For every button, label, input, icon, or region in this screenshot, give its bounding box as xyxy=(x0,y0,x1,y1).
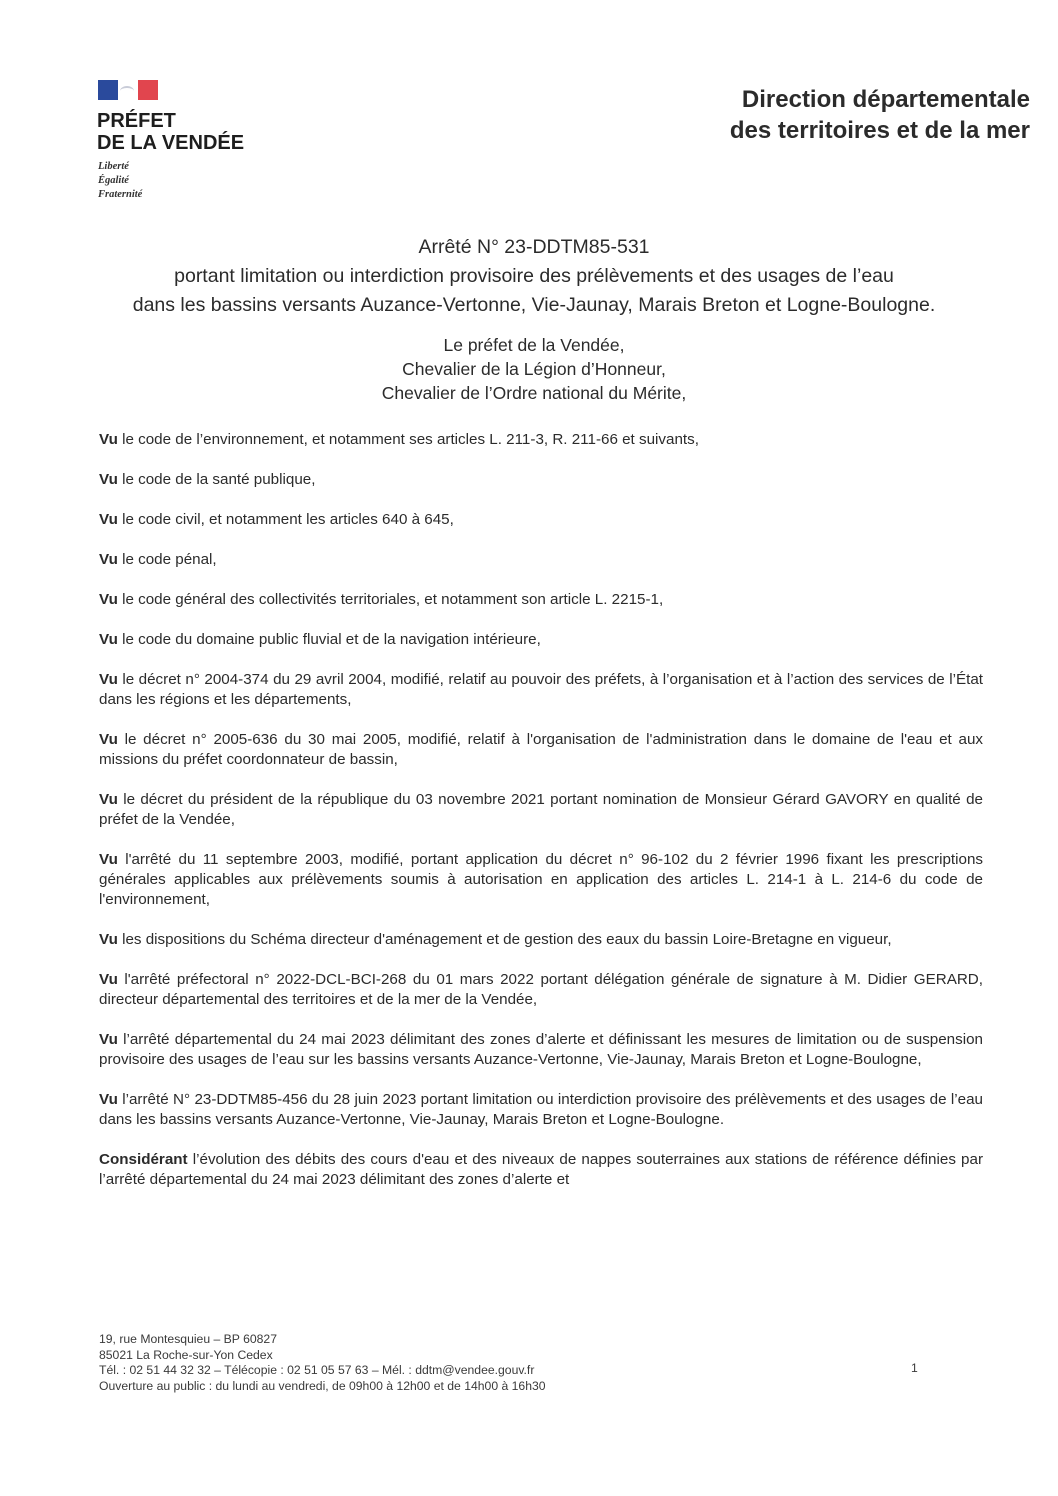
visa-lead: Vu xyxy=(99,731,118,748)
visa-paragraph xyxy=(99,670,983,710)
visa-list xyxy=(99,430,983,1210)
preamble-line-3: Chevalier de l’Ordre national du Mérite, xyxy=(381,383,687,403)
visa-text: l’arrêté départemental du 24 mai 2023 délimitant des zones d’alerte et définissant les mesures de limitation ou de suspension provisoire des usages de l’eau sur les bassins versants Auzance-Vertonne, Vie-Jaunay, Marais Breton et Logne-Boulogne, xyxy=(99,1031,983,1068)
visa-lead: Vu xyxy=(99,511,118,528)
arrete-subject-line-1: portant limitation ou interdiction provisoire des prélèvements et des usages de l’eau xyxy=(174,265,894,287)
visa-paragraph xyxy=(99,430,983,450)
prefet-line-1: PRÉFET xyxy=(97,110,176,132)
visa-text: l'arrêté préfectoral n° 2022-DCL-BCI-268 du 01 mars 2022 portant délégation générale de signature à M. Didier GERARD, directeur départemental des territoires et de la mer de la Vendée, xyxy=(99,971,983,1008)
visa-text: les dispositions du Schéma directeur d'aménagement et de gestion des eaux du bassin Loire-Bretagne en vigueur, xyxy=(117,931,892,948)
visa-text: l'arrêté du 11 septembre 2003, modifié, portant application du décret n° 96-102 du 2 février 1996 fixant les prescriptions générales applicables aux prélèvements soumis à autorisation en application des articles L. 214-1 à L. 214-6 du code de l'environnement, xyxy=(99,851,983,908)
visa-text: le code de la santé publique, xyxy=(117,471,316,488)
motto-egalite: Égalité xyxy=(98,175,129,186)
visa-lead: Vu xyxy=(99,631,118,648)
visa-text: le décret n° 2005-636 du 30 mai 2005, modifié, relatif à l'organisation de l'administration dans le domaine de l'eau et aux missions du préfet coordonnateur de bassin, xyxy=(99,731,983,768)
prefet-logo-text xyxy=(97,110,244,154)
arrete-title xyxy=(60,233,1008,320)
footer-opening-hours: Ouverture au public : du lundi au vendredi, de 09h00 à 12h00 et de 14h00 à 16h30 xyxy=(99,1378,546,1393)
visa-text: le décret du président de la république du 03 novembre 2021 portant nomination de Monsieur Gérard GAVORY en qualité de préfet de la Vendée, xyxy=(99,791,983,828)
direction-line-2: des territoires et de la mer xyxy=(729,117,1030,144)
visa-paragraph xyxy=(99,630,983,650)
visa-paragraph xyxy=(99,470,983,490)
footer-address-line-1: 19, rue Montesquieu – BP 60827 xyxy=(99,1332,277,1346)
direction-header xyxy=(730,84,1030,146)
footer-contact: Tél. : 02 51 44 32 32 – Télécopie : 02 51 05 57 63 – Mél. : ddtm@vendee.gouv.fr xyxy=(99,1363,535,1377)
prefect-preamble xyxy=(60,333,1008,405)
visa-lead: Vu xyxy=(99,931,118,948)
visa-paragraph xyxy=(99,1030,983,1070)
visa-lead: Vu xyxy=(99,431,118,448)
visa-lead: Vu xyxy=(99,971,118,988)
considerant-text: l’évolution des débits des cours d'eau et des niveaux de nappes souterraines aux stations de référence définies par l’arrêté départemental du 24 mai 2023 délimitant des zones d’alerte et xyxy=(99,1151,983,1188)
visa-paragraph xyxy=(99,930,983,950)
visa-text: le décret n° 2004-374 du 29 avril 2004, modifié, relatif au pouvoir des préfets, à l’organisation et à l’action des services de l’État dans les régions et les départements, xyxy=(99,671,983,708)
visa-text: l’arrêté N° 23-DDTM85-456 du 28 juin 2023 portant limitation ou interdiction provisoire des prélèvements et des usages de l’eau dans les bassins versants Auzance-Vertonne, Vie-Jaunay, Marais Breton et Logne-Boulogne. xyxy=(99,1091,983,1128)
page-footer xyxy=(99,1332,546,1394)
visa-lead: Vu xyxy=(99,471,118,488)
arrete-number: Arrêté N° 23-DDTM85-531 xyxy=(418,236,650,258)
motto-liberte: Liberté xyxy=(98,161,129,172)
visa-lead: Vu xyxy=(99,1031,118,1048)
preamble-line-1: Le préfet de la Vendée, xyxy=(443,335,625,355)
motto-fraternite: Fraternité xyxy=(98,189,143,200)
arrete-subject-line-2: dans les bassins versants Auzance-Vertonne, Vie-Jaunay, Marais Breton et Logne-Boulogne. xyxy=(132,294,936,316)
flag-red-band xyxy=(138,80,158,100)
republic-motto xyxy=(98,160,142,202)
visa-text: le code pénal, xyxy=(117,551,217,568)
visa-paragraph xyxy=(99,790,983,830)
visa-paragraph xyxy=(99,510,983,530)
visa-paragraph xyxy=(99,730,983,770)
prefet-line-2: DE LA VENDÉE xyxy=(97,132,245,154)
considerant-lead: Considérant xyxy=(99,1151,188,1168)
page-number: 1 xyxy=(911,1361,918,1375)
visa-paragraph xyxy=(99,590,983,610)
visa-paragraph xyxy=(99,1090,983,1130)
visa-text: le code civil, et notamment les articles 640 à 645, xyxy=(117,511,454,528)
direction-line-1: Direction départementale xyxy=(741,86,1030,113)
visa-text: le code du domaine public fluvial et de la navigation intérieure, xyxy=(117,631,541,648)
visa-paragraph xyxy=(99,550,983,570)
flag-white-band xyxy=(118,80,138,100)
considerant-paragraph xyxy=(99,1150,983,1190)
marianne-flag-logo xyxy=(98,80,158,100)
visa-lead: Vu xyxy=(99,1091,118,1108)
visa-lead: Vu xyxy=(99,851,118,868)
visa-lead: Vu xyxy=(99,591,118,608)
flag-blue-band xyxy=(98,80,118,100)
visa-lead: Vu xyxy=(99,551,118,568)
visa-paragraph xyxy=(99,970,983,1010)
visa-text: le code de l’environnement, et notamment ses articles L. 211-3, R. 211-66 et suivants, xyxy=(117,431,699,448)
visa-paragraph xyxy=(99,850,983,910)
visa-lead: Vu xyxy=(99,671,118,688)
visa-lead: Vu xyxy=(99,791,118,808)
preamble-line-2: Chevalier de la Légion d’Honneur, xyxy=(402,359,666,379)
visa-text: le code général des collectivités territoriales, et notamment son article L. 2215-1, xyxy=(117,591,664,608)
footer-address-line-2: 85021 La Roche-sur-Yon Cedex xyxy=(99,1347,273,1362)
